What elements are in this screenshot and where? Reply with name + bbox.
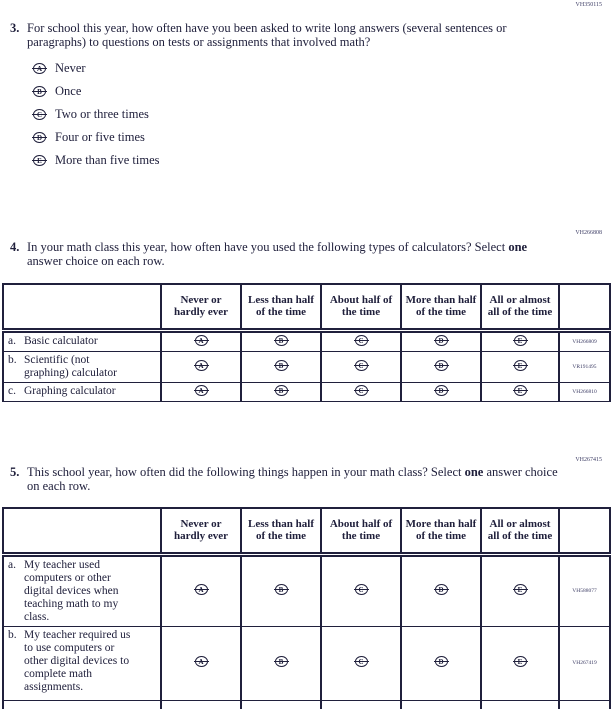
accession-code-q5: VH267415 xyxy=(575,457,602,463)
question-3-options xyxy=(33,62,611,167)
answer-cell xyxy=(401,382,481,401)
q4-header-row xyxy=(3,284,610,330)
question-4-number: 4. xyxy=(10,240,20,254)
q5-col-header-3: About half of the time xyxy=(321,508,401,554)
accession-code-q3: VH350115 xyxy=(575,2,602,8)
question-5-section xyxy=(0,457,611,709)
answer-bubble-d-icon[interactable]: D xyxy=(435,360,448,371)
question-3 xyxy=(10,22,611,49)
row-label-cell: a. My teacher used computers or other digital devices when teaching math to my class. xyxy=(3,554,161,626)
answer-cell xyxy=(161,700,241,709)
q4-col-header-5: All or almost all of the time xyxy=(481,284,559,330)
answer-cell xyxy=(161,351,241,382)
answer-bubble-a-icon[interactable]: A xyxy=(195,656,208,667)
answer-cell xyxy=(401,700,481,709)
option-more-than-five-times xyxy=(33,154,611,167)
q4-answer-table xyxy=(2,283,611,402)
answer-bubble-d-icon[interactable]: D xyxy=(435,656,448,667)
table-row-teacher-used-devices xyxy=(3,554,610,626)
answer-cell xyxy=(481,330,559,351)
question-5-text: This school year, how often did the following things happen in your math class? Select one answer choice on each row. xyxy=(27,465,558,493)
q4-code-header xyxy=(559,284,610,330)
answer-cell xyxy=(241,700,321,709)
answer-bubble-a-icon[interactable]: A xyxy=(195,584,208,595)
answer-cell xyxy=(161,382,241,401)
answer-cell xyxy=(481,382,559,401)
answer-bubble-b-icon[interactable]: B xyxy=(275,360,288,371)
answer-bubble-a-icon[interactable]: A xyxy=(33,63,46,74)
answer-bubble-b-icon[interactable]: B xyxy=(275,335,288,346)
answer-bubble-d-icon[interactable]: D xyxy=(33,132,46,143)
question-3-text: For school this year, how often have you been asked to write long answers (several sentences or paragraphs) to questions on tests or assignments that involved math? xyxy=(27,21,507,49)
table-row-clipped xyxy=(3,700,610,709)
answer-bubble-b-icon[interactable]: B xyxy=(33,86,46,97)
answer-bubble-a-icon[interactable]: A xyxy=(195,385,208,396)
answer-bubble-b-icon[interactable]: B xyxy=(275,385,288,396)
q5-col-header-2: Less than half of the time xyxy=(241,508,321,554)
answer-bubble-e-icon[interactable]: E xyxy=(514,385,527,396)
answer-cell xyxy=(481,554,559,626)
answer-cell xyxy=(321,626,401,700)
row-label-cell: b. My teacher required us to use computers or other digital devices to complete math assignments. xyxy=(3,626,161,700)
option-once xyxy=(33,85,611,98)
row-accession-code: VH266810 xyxy=(559,382,610,401)
row-accession-code xyxy=(559,700,610,709)
option-four-or-five-times xyxy=(33,131,611,144)
answer-cell xyxy=(241,330,321,351)
answer-bubble-c-icon[interactable]: C xyxy=(33,109,46,120)
table-row-teacher-required-devices xyxy=(3,626,610,700)
answer-bubble-a-icon[interactable]: A xyxy=(195,335,208,346)
answer-bubble-a-icon[interactable]: A xyxy=(195,360,208,371)
question-3-number: 3. xyxy=(10,21,20,35)
option-label: Once xyxy=(55,84,82,98)
question-5 xyxy=(10,466,611,493)
answer-bubble-e-icon[interactable]: E xyxy=(514,584,527,595)
q4-col-header-3: About half of the time xyxy=(321,284,401,330)
q4-col-header-4: More than half of the time xyxy=(401,284,481,330)
answer-bubble-d-icon[interactable]: D xyxy=(435,335,448,346)
answer-bubble-e-icon[interactable]: E xyxy=(514,656,527,667)
answer-cell xyxy=(161,554,241,626)
q5-code-header xyxy=(559,508,610,554)
row-accession-code: VH266809 xyxy=(559,330,610,351)
question-5-number: 5. xyxy=(10,465,20,479)
row-label-cell xyxy=(3,700,161,709)
row-label-cell: c. Graphing calculator xyxy=(3,382,161,401)
question-4-section xyxy=(0,230,611,402)
answer-bubble-c-icon[interactable]: C xyxy=(355,656,368,667)
answer-cell xyxy=(161,626,241,700)
answer-bubble-c-icon[interactable]: C xyxy=(355,584,368,595)
answer-cell xyxy=(321,700,401,709)
option-label: Two or three times xyxy=(55,107,149,121)
answer-cell xyxy=(321,382,401,401)
q5-answer-table xyxy=(2,507,611,709)
answer-cell xyxy=(481,351,559,382)
option-two-or-three-times xyxy=(33,108,611,121)
answer-bubble-b-icon[interactable]: B xyxy=(275,656,288,667)
answer-bubble-e-icon[interactable]: E xyxy=(514,360,527,371)
answer-cell xyxy=(241,351,321,382)
row-accession-code: VH267419 xyxy=(559,626,610,700)
answer-cell xyxy=(481,626,559,700)
answer-bubble-e-icon[interactable]: E xyxy=(33,155,46,166)
question-4 xyxy=(10,241,611,268)
answer-cell xyxy=(241,554,321,626)
row-accession-code: VR191495 xyxy=(559,351,610,382)
answer-bubble-d-icon[interactable]: D xyxy=(435,385,448,396)
option-never xyxy=(33,62,611,75)
answer-bubble-c-icon[interactable]: C xyxy=(355,335,368,346)
row-label-cell: a. Basic calculator xyxy=(3,330,161,351)
answer-cell xyxy=(401,554,481,626)
answer-bubble-e-icon[interactable]: E xyxy=(514,335,527,346)
q5-col-header-5: All or almost all of the time xyxy=(481,508,559,554)
table-row-scientific-calculator xyxy=(3,351,610,382)
answer-cell xyxy=(241,382,321,401)
q5-col-header-1: Never or hardly ever xyxy=(161,508,241,554)
question-4-text: In your math class this year, how often have you used the following types of calculators? Select one answer choice on each row. xyxy=(27,240,528,268)
answer-cell xyxy=(161,330,241,351)
option-label: Four or five times xyxy=(55,130,145,144)
table-row-basic-calculator xyxy=(3,330,610,351)
q4-col-header-1: Never or hardly ever xyxy=(161,284,241,330)
q4-stub-header xyxy=(3,284,161,330)
table-row-graphing-calculator xyxy=(3,382,610,401)
answer-cell xyxy=(241,626,321,700)
answer-cell xyxy=(401,351,481,382)
row-accession-code: VH588077 xyxy=(559,554,610,626)
q5-col-header-4: More than half of the time xyxy=(401,508,481,554)
accession-code-q4: VH266808 xyxy=(575,230,602,236)
answer-cell xyxy=(321,351,401,382)
q5-stub-header xyxy=(3,508,161,554)
option-label: Never xyxy=(55,61,86,75)
answer-cell xyxy=(401,330,481,351)
q5-header-row xyxy=(3,508,610,554)
row-label-cell: b. Scientific (not graphing) calculator xyxy=(3,351,161,382)
answer-cell xyxy=(401,626,481,700)
answer-cell xyxy=(321,330,401,351)
answer-bubble-d-icon[interactable]: D xyxy=(435,584,448,595)
answer-cell xyxy=(321,554,401,626)
answer-bubble-c-icon[interactable]: C xyxy=(355,360,368,371)
answer-bubble-c-icon[interactable]: C xyxy=(355,385,368,396)
option-label: More than five times xyxy=(55,153,160,167)
answer-bubble-b-icon[interactable]: B xyxy=(275,584,288,595)
question-3-section xyxy=(0,2,611,177)
answer-cell xyxy=(481,700,559,709)
q4-col-header-2: Less than half of the time xyxy=(241,284,321,330)
